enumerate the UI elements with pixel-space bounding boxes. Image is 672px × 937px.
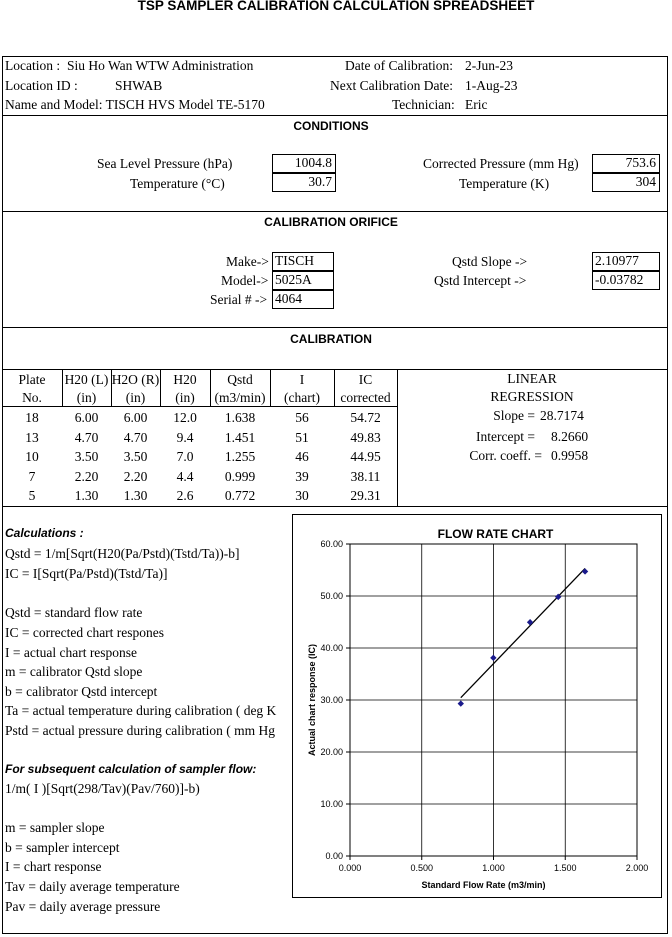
definition: Qstd = standard flow rate [5,605,143,620]
make-label: Make-> [226,254,269,269]
model-label: Model-> [221,273,269,288]
temperature-c-value: 30.7 [272,173,336,192]
definition: I = actual chart response [5,645,138,660]
column-header: Plate [18,372,46,387]
corr-coeff-value: 0.9958 [551,448,589,463]
intercept-value: 8.2660 [551,429,589,444]
y-tick-label: 50.00 [320,591,343,601]
table-cell: 7.0 [176,449,194,464]
table-cell: 2.20 [123,468,148,484]
orifice-heading: CALIBRATION ORIFICE [264,215,398,229]
table-cell: 0.772 [224,488,256,503]
divider [2,115,668,116]
table-cell: 1.30 [123,488,148,503]
definition: Tav = daily average temperature [5,879,180,894]
temperature-k-value: 304 [592,173,660,192]
model-value: 5025A [272,271,334,290]
date-value: 2-Jun-23 [465,58,513,73]
table-cell: 44.95 [350,449,381,464]
column-unit: (in) [175,390,195,405]
table-cell: 29.31 [350,488,381,503]
x-tick-label: 2.000 [625,863,649,873]
table-cell: 56 [295,410,309,425]
qstd-intercept-value: -0.03782 [592,271,660,290]
table-cell: 5 [28,488,36,503]
column-header: H20 [173,372,197,387]
column-header: I [299,372,305,387]
serial-value: 4064 [272,290,334,309]
table-cell: 6.00 [123,410,148,425]
next-date-value: 1-Aug-23 [465,78,518,93]
y-tick-label: 60.00 [320,539,343,549]
location-label: Location : [5,58,61,73]
table-cell: 54.72 [350,410,381,425]
technician-label: Technician: [392,97,455,112]
divider [2,211,668,212]
temperature-k-label: Temperature (K) [459,176,550,191]
column-unit: (in) [125,390,146,405]
subsequent-heading: For subsequent calculation of sampler flow: [5,762,257,776]
location-value: Siu Ho Wan WTW Administration [67,58,254,73]
column-unit: No. [22,390,42,405]
table-cell: 7 [28,468,36,484]
definition: I = chart response [5,859,102,874]
table-cell: 1.451 [224,429,256,445]
column-unit: (m3/min) [214,390,266,405]
table-cell: 18 [25,410,39,425]
table-cell: 39 [295,468,309,484]
table-cell: 0.999 [224,468,256,484]
qstd-slope-value: 2.10977 [592,252,660,271]
sea-level-pressure-value: 1004.8 [272,154,336,173]
serial-label: Serial # -> [210,292,268,307]
column-divider [62,369,63,406]
formula-qstd: Qstd = 1/m[Sqrt(H20(Pa/Pstd)(Tstd/Ta))-b] [5,546,240,561]
regression-title-1: LINEAR [507,371,557,386]
table-cell: 2.6 [176,488,194,503]
table-cell: 51 [295,429,309,445]
location-id-label: Location ID : [5,78,78,93]
column-divider [160,369,161,406]
slope-value: 28.7174 [540,408,584,423]
table-cell: 46 [295,449,309,464]
column-header: Qstd [227,372,253,387]
definition: m = sampler slope [5,820,105,835]
definition: Ta = actual temperature during calibration ( deg K [5,703,277,718]
table-cell: 4.70 [123,429,148,445]
temperature-c-label: Temperature (°C) [130,176,225,191]
table-cell: 2.20 [74,468,99,484]
y-tick-label: 10.00 [320,799,343,809]
divider [2,406,398,407]
column-header: H2O (R) [111,372,160,387]
divider [2,327,668,328]
x-tick-label: 0.500 [410,863,434,873]
column-unit: (chart) [284,390,320,405]
column-header: IC [358,372,373,387]
calibration-heading: CALIBRATION [290,332,372,346]
chart-title: FLOW RATE CHART [437,527,554,541]
qstd-intercept-label: Qstd Intercept -> [434,273,527,288]
column-header: H20 (L) [64,372,109,387]
column-divider [270,369,271,406]
conditions-heading: CONDITIONS [293,119,369,133]
technician-value: Eric [465,97,488,112]
table-cell: 1.30 [74,488,99,503]
table-cell: 6.00 [74,410,99,425]
definition: IC = corrected chart respones [5,625,165,640]
column-divider [334,369,335,406]
x-tick-label: 1.500 [553,863,577,873]
formula-sampler-flow: 1/m( I )[Sqrt(298/Tav)(Pav/760)]-b) [5,781,200,796]
table-cell: 49.83 [350,429,381,445]
table-cell: 30 [295,488,309,503]
column-divider [210,369,211,406]
table-cell: 13 [25,429,39,445]
corrected-pressure-label: Corrected Pressure (mm Hg) [423,156,579,171]
definition: Pav = daily average pressure [5,899,161,914]
table-cell: 12.0 [173,410,197,425]
y-tick-label: 20.00 [320,747,343,757]
x-tick-label: 1.000 [482,863,505,873]
x-axis-label: Standard Flow Rate (m3/min) [421,880,546,890]
y-tick-label: 30.00 [320,695,343,705]
y-tick-label: 0.00 [325,851,343,861]
definition: Pstd = actual pressure during calibration ( mm Hg [5,723,276,738]
flow-rate-chart [292,514,662,898]
chart-svg [293,515,661,897]
corrected-pressure-value: 753.6 [592,154,660,173]
intercept-label: Intercept = [476,429,535,444]
calculations-heading: Calculations : [5,526,84,540]
regression-title-2: REGRESSION [490,389,574,404]
table-cell: 4.70 [74,429,99,445]
make-value: TISCH [272,252,334,271]
next-date-label: Next Calibration Date: [330,78,453,93]
table-cell: 10 [25,449,39,464]
sea-level-pressure-label: Sea Level Pressure (hPa) [97,156,233,171]
table-cell: 3.50 [123,449,148,464]
divider [2,506,668,507]
date-label: Date of Calibration: [345,58,453,73]
table-cell: 4.4 [176,468,194,484]
column-unit: (in) [76,390,97,405]
definition: m = calibrator Qstd slope [5,664,143,679]
slope-label: Slope = [493,408,535,423]
table-cell: 3.50 [74,449,99,464]
name-model: Name and Model: TISCH HVS Model TE-5170 [5,97,265,112]
column-unit: corrected [340,390,391,405]
qstd-slope-label: Qstd Slope -> [452,254,528,269]
table-cell: 9.4 [176,429,194,445]
page-title: TSP SAMPLER CALIBRATION CALCULATION SPREADSHEET [137,0,535,13]
y-tick-label: 40.00 [320,643,343,653]
corr-coeff-label: Corr. coeff. = [469,448,542,463]
formula-ic: IC = I[Sqrt(Pa/Pstd)(Tstd/Ta)] [5,566,168,581]
y-axis-label: Actual chart response (IC) [307,643,317,757]
table-cell: 38.11 [350,468,381,484]
column-divider [111,369,112,406]
x-tick-label: 0.000 [338,863,362,873]
definition: b = sampler intercept [5,840,120,855]
table-cell: 1.638 [224,410,256,425]
definition: b = calibrator Qstd intercept [5,684,158,699]
table-cell: 1.255 [224,449,256,464]
location-id-value: SHWAB [115,78,163,93]
